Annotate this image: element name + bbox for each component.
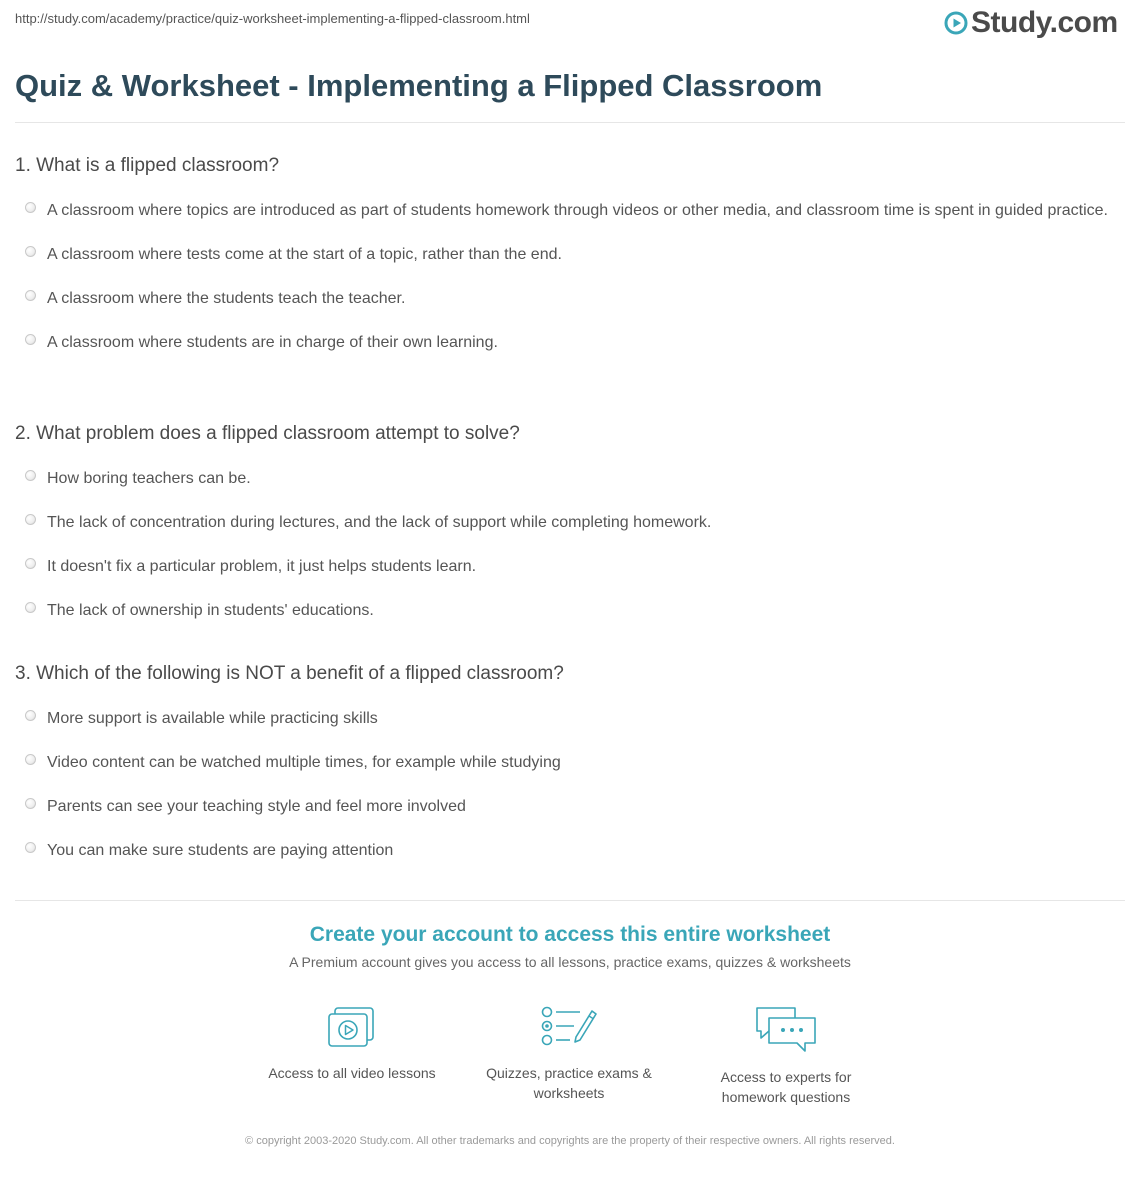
answer-option[interactable]: [15, 509, 1125, 537]
option-text: It doesn't fix a particular problem, it just helps students learn.: [47, 558, 477, 575]
chat-experts-icon: [753, 1005, 819, 1055]
feature-experts: [691, 1005, 881, 1107]
radio-button[interactable]: [25, 710, 36, 721]
answer-option[interactable]: [15, 749, 1125, 777]
logo-text: Study.com: [971, 6, 1118, 39]
answer-option[interactable]: [15, 837, 1125, 865]
radio-button[interactable]: [25, 602, 36, 613]
question-2-heading: 2. What problem does a flipped classroom attempt to solve?: [15, 423, 520, 444]
radio-button[interactable]: [25, 334, 36, 345]
answer-option[interactable]: [15, 329, 1125, 357]
option-text: More support is available while practicing skills: [47, 710, 378, 727]
radio-button[interactable]: [25, 470, 36, 481]
answer-option[interactable]: [15, 597, 1125, 625]
answer-option[interactable]: [15, 705, 1125, 733]
option-text: A classroom where topics are introduced as part of students homework through videos or other media, and classroom time is spent in guided practice.: [47, 202, 1108, 219]
video-lessons-icon: [326, 1005, 378, 1051]
answer-option[interactable]: [15, 197, 1125, 225]
option-text: The lack of concentration during lectures, and the lack of support while completing homework.: [47, 514, 712, 531]
option-text: A classroom where students are in charge of their own learning.: [47, 334, 498, 351]
page-url: http://study.com/academy/practice/quiz-worksheet-implementing-a-flipped-classroom.html: [15, 11, 530, 26]
feature-video-lessons: [257, 1005, 447, 1083]
radio-button[interactable]: [25, 754, 36, 765]
page-title: Quiz & Worksheet - Implementing a Flipped Classroom: [15, 68, 823, 103]
cta-divider: [15, 900, 1125, 901]
radio-button[interactable]: [25, 798, 36, 809]
radio-button[interactable]: [25, 202, 36, 213]
quiz-checklist-icon: [540, 1005, 598, 1051]
feature-label: Access to experts for homework questions: [720, 1069, 852, 1105]
feature-label: Quizzes, practice exams & worksheets: [486, 1065, 652, 1101]
feature-label: Access to all video lessons: [268, 1065, 436, 1081]
radio-button[interactable]: [25, 842, 36, 853]
radio-button[interactable]: [25, 558, 36, 569]
option-text: How boring teachers can be.: [47, 470, 251, 487]
cta-subtitle: A Premium account gives you access to all lessons, practice exams, quizzes & worksheets: [289, 954, 851, 970]
answer-option[interactable]: [15, 793, 1125, 821]
question-2-options: [15, 465, 1125, 641]
copyright-notice: © copyright 2003-2020 Study.com. All other trademarks and copyrights are the property of their respective owners. All rights reserved.: [245, 1135, 895, 1147]
question-3-heading: 3. Which of the following is NOT a benefit of a flipped classroom?: [15, 663, 564, 684]
option-text: Video content can be watched multiple times, for example while studying: [47, 754, 561, 771]
radio-button[interactable]: [25, 290, 36, 301]
answer-option[interactable]: [15, 285, 1125, 313]
option-text: A classroom where tests come at the start of a topic, rather than the end.: [47, 246, 562, 263]
option-text: Parents can see your teaching style and feel more involved: [47, 798, 466, 815]
radio-button[interactable]: [25, 246, 36, 257]
option-text: You can make sure students are paying attention: [47, 842, 394, 859]
radio-button[interactable]: [25, 514, 36, 525]
question-1-options: [15, 197, 1125, 373]
study-logo[interactable]: [944, 6, 1118, 40]
option-text: A classroom where the students teach the teacher.: [47, 290, 406, 307]
play-circle-icon: [944, 11, 968, 35]
cta-title[interactable]: Create your account to access this entire worksheet: [309, 923, 831, 946]
answer-option[interactable]: [15, 465, 1125, 493]
feature-quizzes: [474, 1005, 664, 1103]
answer-option[interactable]: [15, 241, 1125, 269]
question-1-heading: 1. What is a flipped classroom?: [15, 155, 280, 176]
option-text: The lack of ownership in students' educations.: [47, 602, 374, 619]
answer-option[interactable]: [15, 553, 1125, 581]
title-divider: [15, 122, 1125, 123]
question-3-options: [15, 705, 1125, 881]
